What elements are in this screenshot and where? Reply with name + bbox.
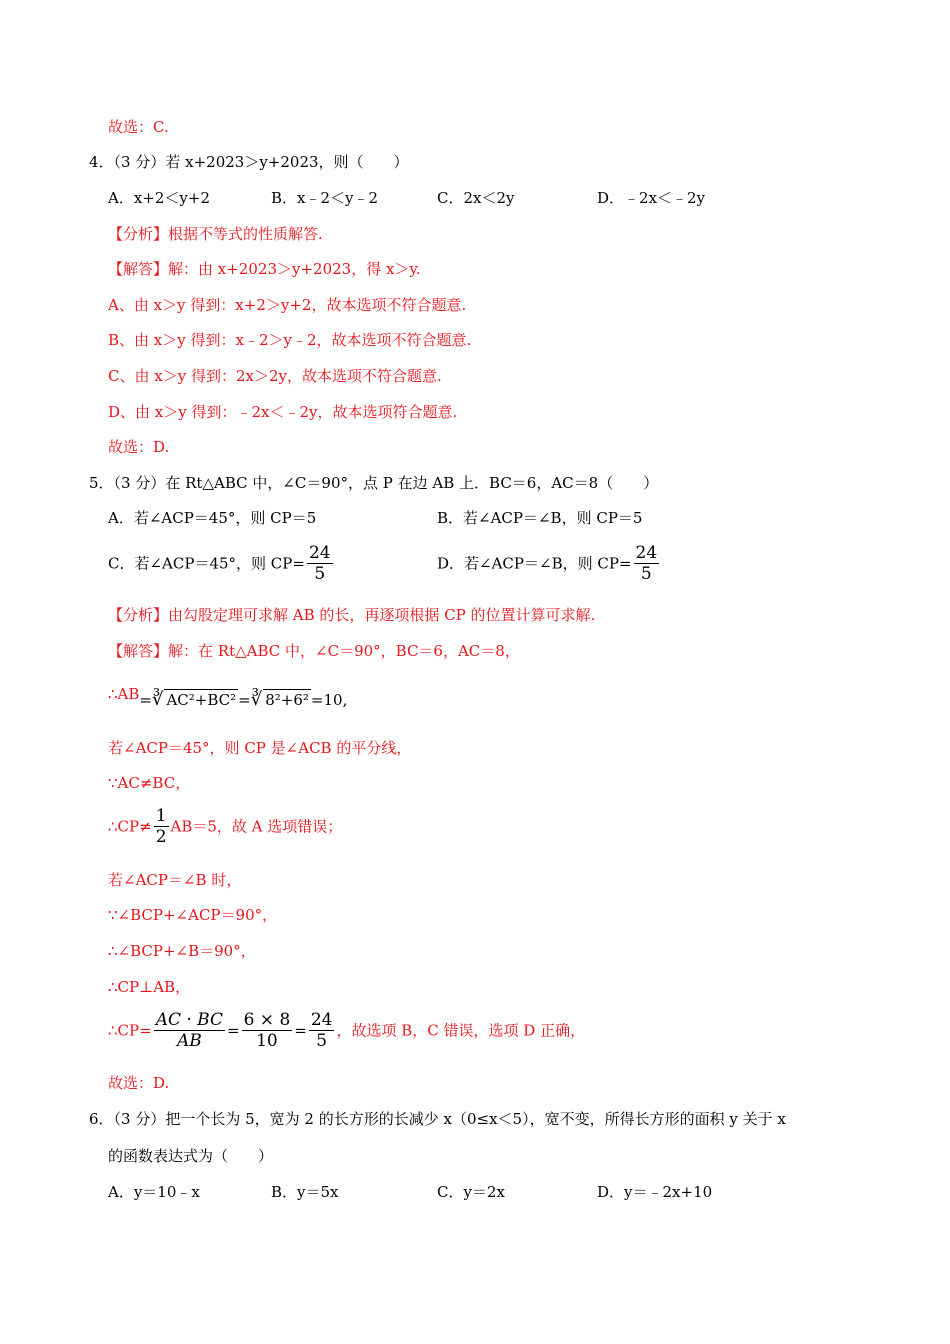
ab-result: =10: [310, 691, 343, 709]
q5-line-1: 若∠ACP＝45°，则 CP 是∠ACB 的平分线，: [108, 739, 412, 757]
q5-stem: 5．（3 分）在 Rt△ABC 中，∠C＝90°，点 P 在边 AB 上．BC＝6，AC＝8（ ）: [89, 474, 659, 492]
line-3-suffix: AB＝5，故 A 选项错误；: [170, 817, 343, 836]
frac-numerator: 6 × 8: [243, 1010, 291, 1030]
q6-option-a: A．y＝10﹣x: [108, 1183, 200, 1201]
frac-denominator: 5: [640, 564, 652, 584]
frac-denominator: 2: [155, 827, 167, 847]
q5-line-2: ∵AC≠BC，: [108, 774, 191, 792]
q5-line-4: 若∠ACP＝∠B 时，: [108, 871, 242, 889]
option-d-text: D．若∠ACP＝∠B，则 CP=: [437, 554, 632, 573]
half-fraction: [154, 806, 169, 847]
frac-numerator: 24: [310, 1010, 333, 1030]
q5-solution: [108, 641, 520, 661]
line-8-prefix: ∴CP=: [108, 1021, 152, 1040]
q4-option-d: D．﹣2x＜﹣2y: [597, 189, 706, 207]
q6-stem-line-2: 的函数表达式为（ ）: [108, 1147, 274, 1165]
q5-option-c: [108, 543, 335, 584]
ab-radicand-1: AC²+BC²: [166, 691, 237, 709]
q4-analysis: [108, 224, 323, 244]
fraction-2: [242, 1010, 293, 1051]
line-8-suffix: ，故选项 B，C 错误，选项 D 正确，: [336, 1021, 586, 1040]
q4-line-b: B、由 x＞y 得到：x﹣2＞y﹣2，故本选项不符合题意.: [108, 331, 472, 349]
solution-text: 解：由 x+2023＞y+2023，得 x＞y.: [168, 260, 421, 278]
fraction-3: [309, 1010, 335, 1051]
q5-line-5: ∵∠BCP+∠ACP＝90°，: [108, 906, 278, 924]
frac-numerator: AC · BC: [155, 1010, 223, 1030]
frac-denominator: 5: [314, 564, 326, 584]
analysis-tag: 【分析】: [108, 225, 169, 243]
q4-stem: 4．（3 分）若 x+2023＞y+2023，则（ ）: [89, 153, 409, 171]
q3-answer: 故选：C.: [108, 118, 169, 136]
frac-denominator: 10: [256, 1031, 278, 1051]
q6-option-d: D．y＝﹣2x+10: [597, 1183, 713, 1201]
solution-tag: 【解答】: [108, 642, 169, 660]
q4-answer: 故选：D.: [108, 438, 170, 456]
q5-answer: 故选：D.: [108, 1074, 170, 1092]
q4-option-c: C．2x＜2y: [437, 189, 515, 207]
q5-analysis: [108, 605, 595, 625]
frac-numerator: 24: [635, 543, 658, 563]
line-3-prefix: ∴CP≠: [108, 817, 152, 836]
q5-option-a: A．若∠ACP＝45°，则 CP＝5: [108, 509, 317, 527]
q5-line-3: [108, 806, 342, 847]
q5-option-d: [437, 543, 661, 584]
analysis-tag: 【分析】: [108, 606, 169, 624]
analysis-text: 根据不等式的性质解答.: [168, 225, 323, 243]
analysis-text: 由勾股定理可求解 AB 的长，再逐项根据 CP 的位置计算可求解.: [168, 606, 596, 624]
frac-denominator: AB: [176, 1031, 202, 1051]
q4-solution: [108, 259, 421, 279]
frac-numerator: 1: [155, 806, 167, 826]
q5-line-6: ∴∠BCP+∠B＝90°，: [108, 942, 256, 960]
q5-option-b: B．若∠ACP＝∠B，则 CP＝5: [437, 509, 643, 527]
q5-line-7: ∴CP⊥AB，: [108, 978, 191, 996]
solution-tag: 【解答】: [108, 260, 169, 278]
q6-option-c: C．y＝2x: [437, 1183, 505, 1201]
frac-denominator: 5: [316, 1031, 328, 1051]
q4-line-c: C、由 x＞y 得到：2x＞2y，故本选项不符合题意.: [108, 367, 442, 385]
q5-ab-line: ∴AB=∛ AC²+BC² =∛ 8²+6² =10,: [108, 685, 348, 710]
q4-line-d: D、由 x＞y 得到：﹣2x＜﹣2y，故本选项符合题意.: [108, 403, 458, 421]
option-c-fraction: [307, 543, 333, 584]
q6-option-b: B．y＝5x: [271, 1183, 339, 1201]
option-c-text: C．若∠ACP＝45°，则 CP=: [108, 554, 305, 573]
ab-prefix: ∴AB: [108, 685, 140, 703]
fraction-1: [154, 1010, 225, 1051]
option-d-fraction: [634, 543, 660, 584]
ab-radicand-2: 8²+6²: [265, 691, 309, 709]
q5-line-8: ∴CP= $\frac{AC \cdot BC}{AB}$ = $\frac{6 \times 8}{10}$ = $\frac{24}{5}$ ，故选项 B，C 错误，选项 D 正确，: [108, 1010, 586, 1051]
q4-line-a: A、由 x＞y 得到：x+2＞y+2，故本选项不符合题意.: [108, 296, 467, 314]
q4-option-a: A．x+2＜y+2: [108, 189, 210, 207]
solution-text: 解：在 Rt△ABC 中，∠C＝90°，BC＝6，AC＝8，: [168, 642, 520, 660]
q6-stem-line-1: 6．（3 分）把一个长为 5，宽为 2 的长方形的长减少 x（0≤x＜5），宽不变，所得长方形的面积 y 关于 x: [89, 1110, 786, 1128]
q4-option-b: B．x﹣2＜y﹣2: [271, 189, 379, 207]
frac-numerator: 24: [308, 543, 331, 563]
